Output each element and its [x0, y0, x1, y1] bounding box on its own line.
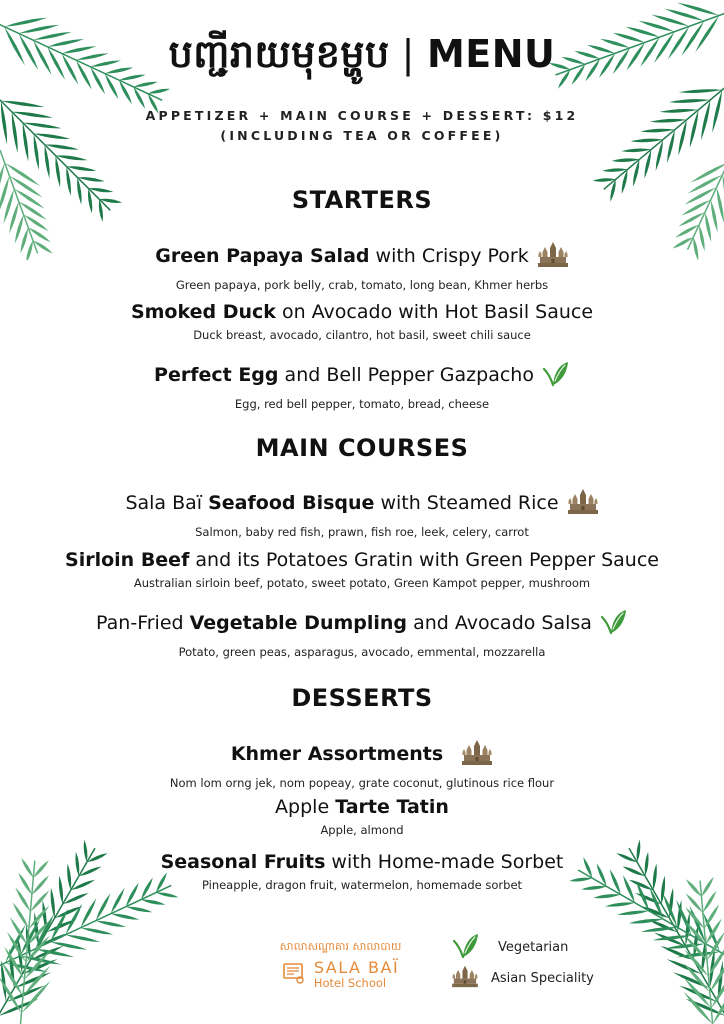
dish-name-rest: on Avocado with Hot Basil Sauce: [275, 301, 594, 323]
dish-name-bold: Sirloin Beef: [65, 549, 190, 571]
dish-name-bold: Vegetable Dumpling: [189, 612, 408, 634]
temple-icon: [461, 738, 493, 771]
dish-green-papaya-salad: [0, 240, 724, 292]
sala-bai-logo: [273, 940, 408, 990]
dish-name: [0, 738, 724, 771]
dish-name-rest: and its Potatoes Gratin with Green Pepper Sauce: [189, 549, 659, 571]
dish-description: Pineapple, dragon fruit, watermelon, homemade sorbet: [201, 878, 523, 892]
dish-description: Egg, red bell pepper, tomato, bread, cheese: [234, 397, 490, 411]
dish-description: Duck breast, avocado, cilantro, hot basil, sweet chili sauce: [193, 328, 531, 342]
dish-name-rest: and Avocado Salsa: [407, 612, 592, 634]
dish-perfect-egg: [0, 359, 724, 411]
section-title-main-courses: MAIN COURSES: [255, 434, 469, 462]
dish-name-pre: Sala Baï: [125, 492, 209, 514]
dish-name-bold: Tarte Tatin: [335, 796, 449, 818]
dish-seafood-bisque: [0, 487, 724, 539]
dish-description: Green papaya, pork belly, crab, tomato, long bean, Khmer herbs: [175, 278, 549, 292]
leaf-icon: [542, 359, 570, 392]
logo-main: [273, 960, 408, 990]
dish-description: Apple, almond: [320, 823, 404, 837]
dish-name-bold: Perfect Egg: [154, 364, 279, 386]
leaf-icon: [452, 930, 480, 964]
legend-vegetarian: [452, 930, 568, 964]
dish-name: [0, 796, 724, 818]
leaf-icon: [600, 607, 628, 640]
dish-name-bold: Green Papaya Salad: [155, 245, 370, 267]
dish-name-pre: Pan-Fried: [96, 612, 190, 634]
logo-subtitle: Hotel School: [313, 976, 387, 991]
dish-description: Nom lom orng jek, nom popeay, grate coconut, glutinous rice flour: [169, 776, 555, 790]
logo-text: [314, 960, 399, 990]
dish-description: Australian sirloin beef, potato, sweet potato, Green Kampot pepper, mushroom: [133, 576, 591, 590]
legend-asian-speciality: [451, 964, 594, 992]
dish-name-rest: and Bell Pepper Gazpacho: [278, 364, 534, 386]
dish-name-bold: Smoked Duck: [130, 301, 276, 323]
dish-name-pre: Apple: [275, 796, 336, 818]
title-separator: |: [401, 32, 415, 76]
dish-name: [0, 851, 724, 873]
dish-name: [0, 487, 724, 520]
dish-name: [0, 301, 724, 323]
offer-line-2: (INCLUDING TEA OR COFFEE): [220, 128, 504, 143]
dish-description: Potato, green peas, asparagus, avocado, emmental, mozzarella: [178, 645, 546, 659]
dish-sirloin-beef: [0, 549, 724, 590]
dish-description: Salmon, baby red fish, prawn, fish roe, leek, celery, carrot: [195, 525, 529, 539]
dish-tarte-tatin: [0, 796, 724, 837]
dish-name-rest: with Home-made Sorbet: [325, 851, 564, 873]
dish-name-bold: Seafood Bisque: [208, 492, 375, 514]
dish-name-rest: with Crispy Pork: [369, 245, 529, 267]
dish-vegetable-dumpling: [0, 607, 724, 659]
dish-name: [0, 549, 724, 571]
temple-icon: [451, 964, 479, 992]
dish-name-bold: Khmer Assortments: [230, 743, 444, 765]
legend-label: Asian Speciality: [491, 970, 594, 986]
hotel-school-icon: [282, 960, 308, 990]
dish-khmer-assortments: [0, 738, 724, 790]
page-title: [0, 30, 724, 86]
dish-name: [0, 607, 724, 640]
dish-seasonal-fruits: [0, 851, 724, 892]
temple-icon: [537, 240, 569, 273]
dish-smoked-duck: [0, 301, 724, 342]
title-khmer: បញ្ជីរាយមុខម្ហូប: [168, 32, 390, 76]
section-title-desserts: DESSERTS: [291, 684, 433, 712]
dish-name: [0, 359, 724, 392]
dish-name-rest: with Steamed Rice: [374, 492, 559, 514]
title-latin: MENU: [426, 32, 556, 76]
section-title-starters: STARTERS: [291, 186, 433, 214]
dish-name: [0, 240, 724, 273]
logo-khmer-text: សាលាសណ្ឋាគារ សាលាបាយ: [279, 940, 402, 953]
logo-name: SALA BAÏ: [313, 958, 400, 978]
legend-label: Vegetarian: [498, 939, 569, 955]
offer-line-1: APPETIZER + MAIN COURSE + DESSERT: $12: [145, 108, 579, 123]
dish-name-bold: Seasonal Fruits: [160, 851, 326, 873]
temple-icon: [567, 487, 599, 520]
